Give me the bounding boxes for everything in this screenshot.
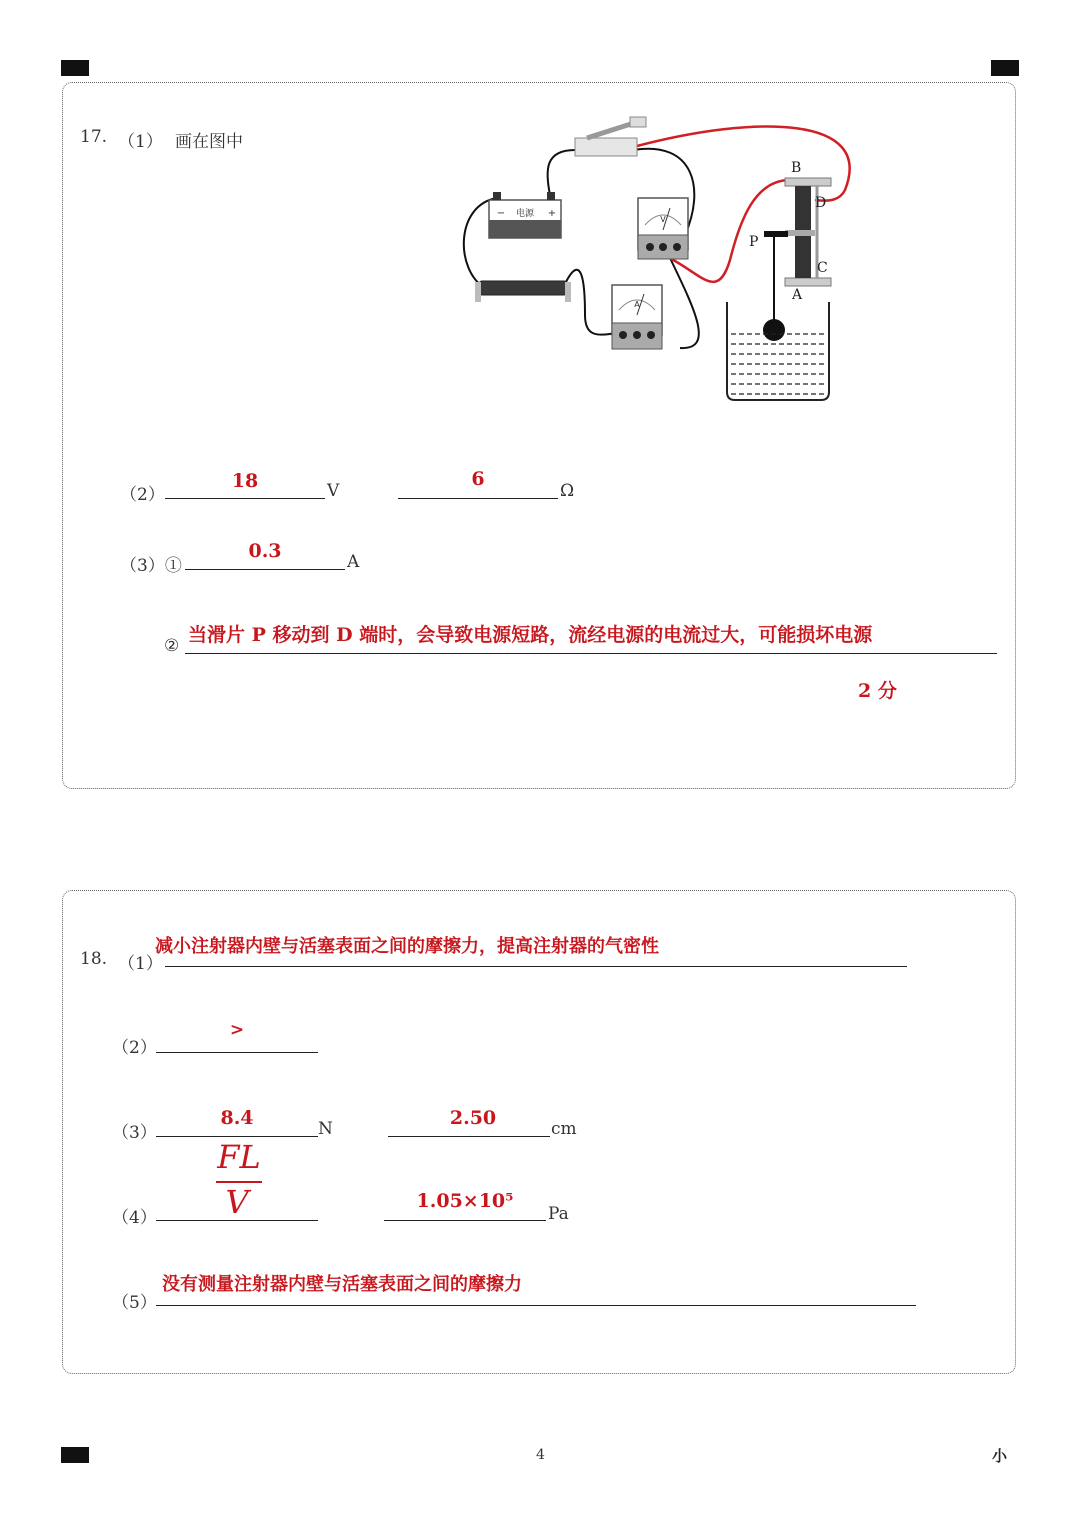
ammeter-icon bbox=[612, 285, 662, 349]
q18-part4-label: （4） bbox=[112, 1208, 157, 1228]
corner-marker-bottom-left bbox=[61, 1447, 89, 1463]
label-P: P bbox=[749, 234, 759, 250]
q17-part2-answer2: 6 bbox=[471, 468, 485, 490]
q18-part2-blank bbox=[156, 1052, 318, 1053]
svg-text:−: − bbox=[496, 208, 506, 219]
page-number: 4 bbox=[536, 1447, 545, 1463]
q17-part2-blank2 bbox=[398, 498, 558, 499]
q18-part5-label: （5） bbox=[112, 1293, 157, 1313]
label-B: B bbox=[791, 160, 802, 176]
q17-part3-label: （3）① bbox=[120, 556, 182, 576]
q18-part3-answer1: 8.4 bbox=[220, 1107, 254, 1129]
q18-part5-answer: 没有测量注射器内壁与活塞表面之间的摩擦力 bbox=[162, 1274, 522, 1295]
svg-text:+: + bbox=[547, 208, 557, 219]
voltmeter-icon bbox=[638, 198, 688, 259]
q18-part4-unit2: Pa bbox=[548, 1204, 569, 1224]
q17-part3-answer2: 当滑片 P 移动到 D 端时，会导致电源短路，流经电源的电流过大，可能损坏电源 bbox=[188, 624, 873, 646]
q18-part4-blank1 bbox=[156, 1220, 318, 1221]
q18-part1-answer: 减小注射器内壁与活塞表面之间的摩擦力，提高注射器的气密性 bbox=[155, 936, 659, 957]
battery-label: 电源 bbox=[515, 209, 535, 219]
q17-part1-label: （1） bbox=[118, 132, 163, 152]
q18-part2-answer: > bbox=[229, 1020, 245, 1040]
corner-marker-top-right bbox=[991, 60, 1019, 76]
label-C: C bbox=[817, 260, 828, 276]
q18-part2-label: （2） bbox=[112, 1038, 157, 1058]
q18-part3-unit2: cm bbox=[551, 1119, 577, 1139]
q18-part1-blank bbox=[165, 966, 907, 967]
q18-part4-numerator: FL bbox=[217, 1138, 261, 1176]
q18-part3-blank2 bbox=[388, 1136, 550, 1137]
q17-score: 2 分 bbox=[858, 680, 897, 702]
q18-part4-answer2: 1.05×10⁵ bbox=[416, 1190, 514, 1212]
q17-part2-answer1: 18 bbox=[231, 470, 259, 492]
q17-part2-unit1: V bbox=[327, 481, 340, 501]
q18-part3-label: （3） bbox=[112, 1123, 157, 1143]
corner-marker-top-left bbox=[61, 60, 89, 76]
q17-part3-unit1: A bbox=[347, 552, 360, 572]
q18-part1-label: （1） bbox=[118, 954, 163, 974]
answer-box-q18 bbox=[62, 890, 1016, 1374]
q18-part5-blank bbox=[156, 1305, 916, 1306]
q17-part3-blank2 bbox=[185, 653, 997, 654]
q18-part3-answer2: 2.50 bbox=[449, 1107, 497, 1129]
q18-part4-denominator: V bbox=[225, 1183, 249, 1221]
label-A: A bbox=[792, 287, 803, 303]
q18-number: 18. bbox=[80, 949, 108, 969]
q17-part1-text: 画在图中 bbox=[175, 132, 243, 152]
label-D: D bbox=[815, 195, 827, 211]
q17-number: 17. bbox=[80, 127, 108, 147]
svg-text:V: V bbox=[660, 215, 666, 224]
q18-part3-blank1 bbox=[156, 1136, 318, 1137]
q17-part2-label: （2） bbox=[120, 485, 165, 505]
q17-part2-blank1 bbox=[165, 498, 325, 499]
circuit-diagram bbox=[455, 110, 875, 410]
q17-part3-blank1 bbox=[185, 569, 345, 570]
q18-part3-unit1: N bbox=[318, 1119, 333, 1139]
q17-part3-label2: ② bbox=[164, 636, 180, 656]
q17-part2-unit2: Ω bbox=[560, 481, 575, 501]
watermark-logo: 小 bbox=[992, 1447, 1008, 1465]
q17-part3-answer1: 0.3 bbox=[248, 540, 282, 562]
beaker-icon bbox=[727, 302, 829, 400]
q18-part4-blank2 bbox=[384, 1220, 546, 1221]
battery-icon bbox=[489, 192, 561, 238]
resistor-icon bbox=[475, 281, 571, 302]
svg-text:A: A bbox=[634, 300, 640, 309]
float-ball bbox=[763, 319, 785, 341]
